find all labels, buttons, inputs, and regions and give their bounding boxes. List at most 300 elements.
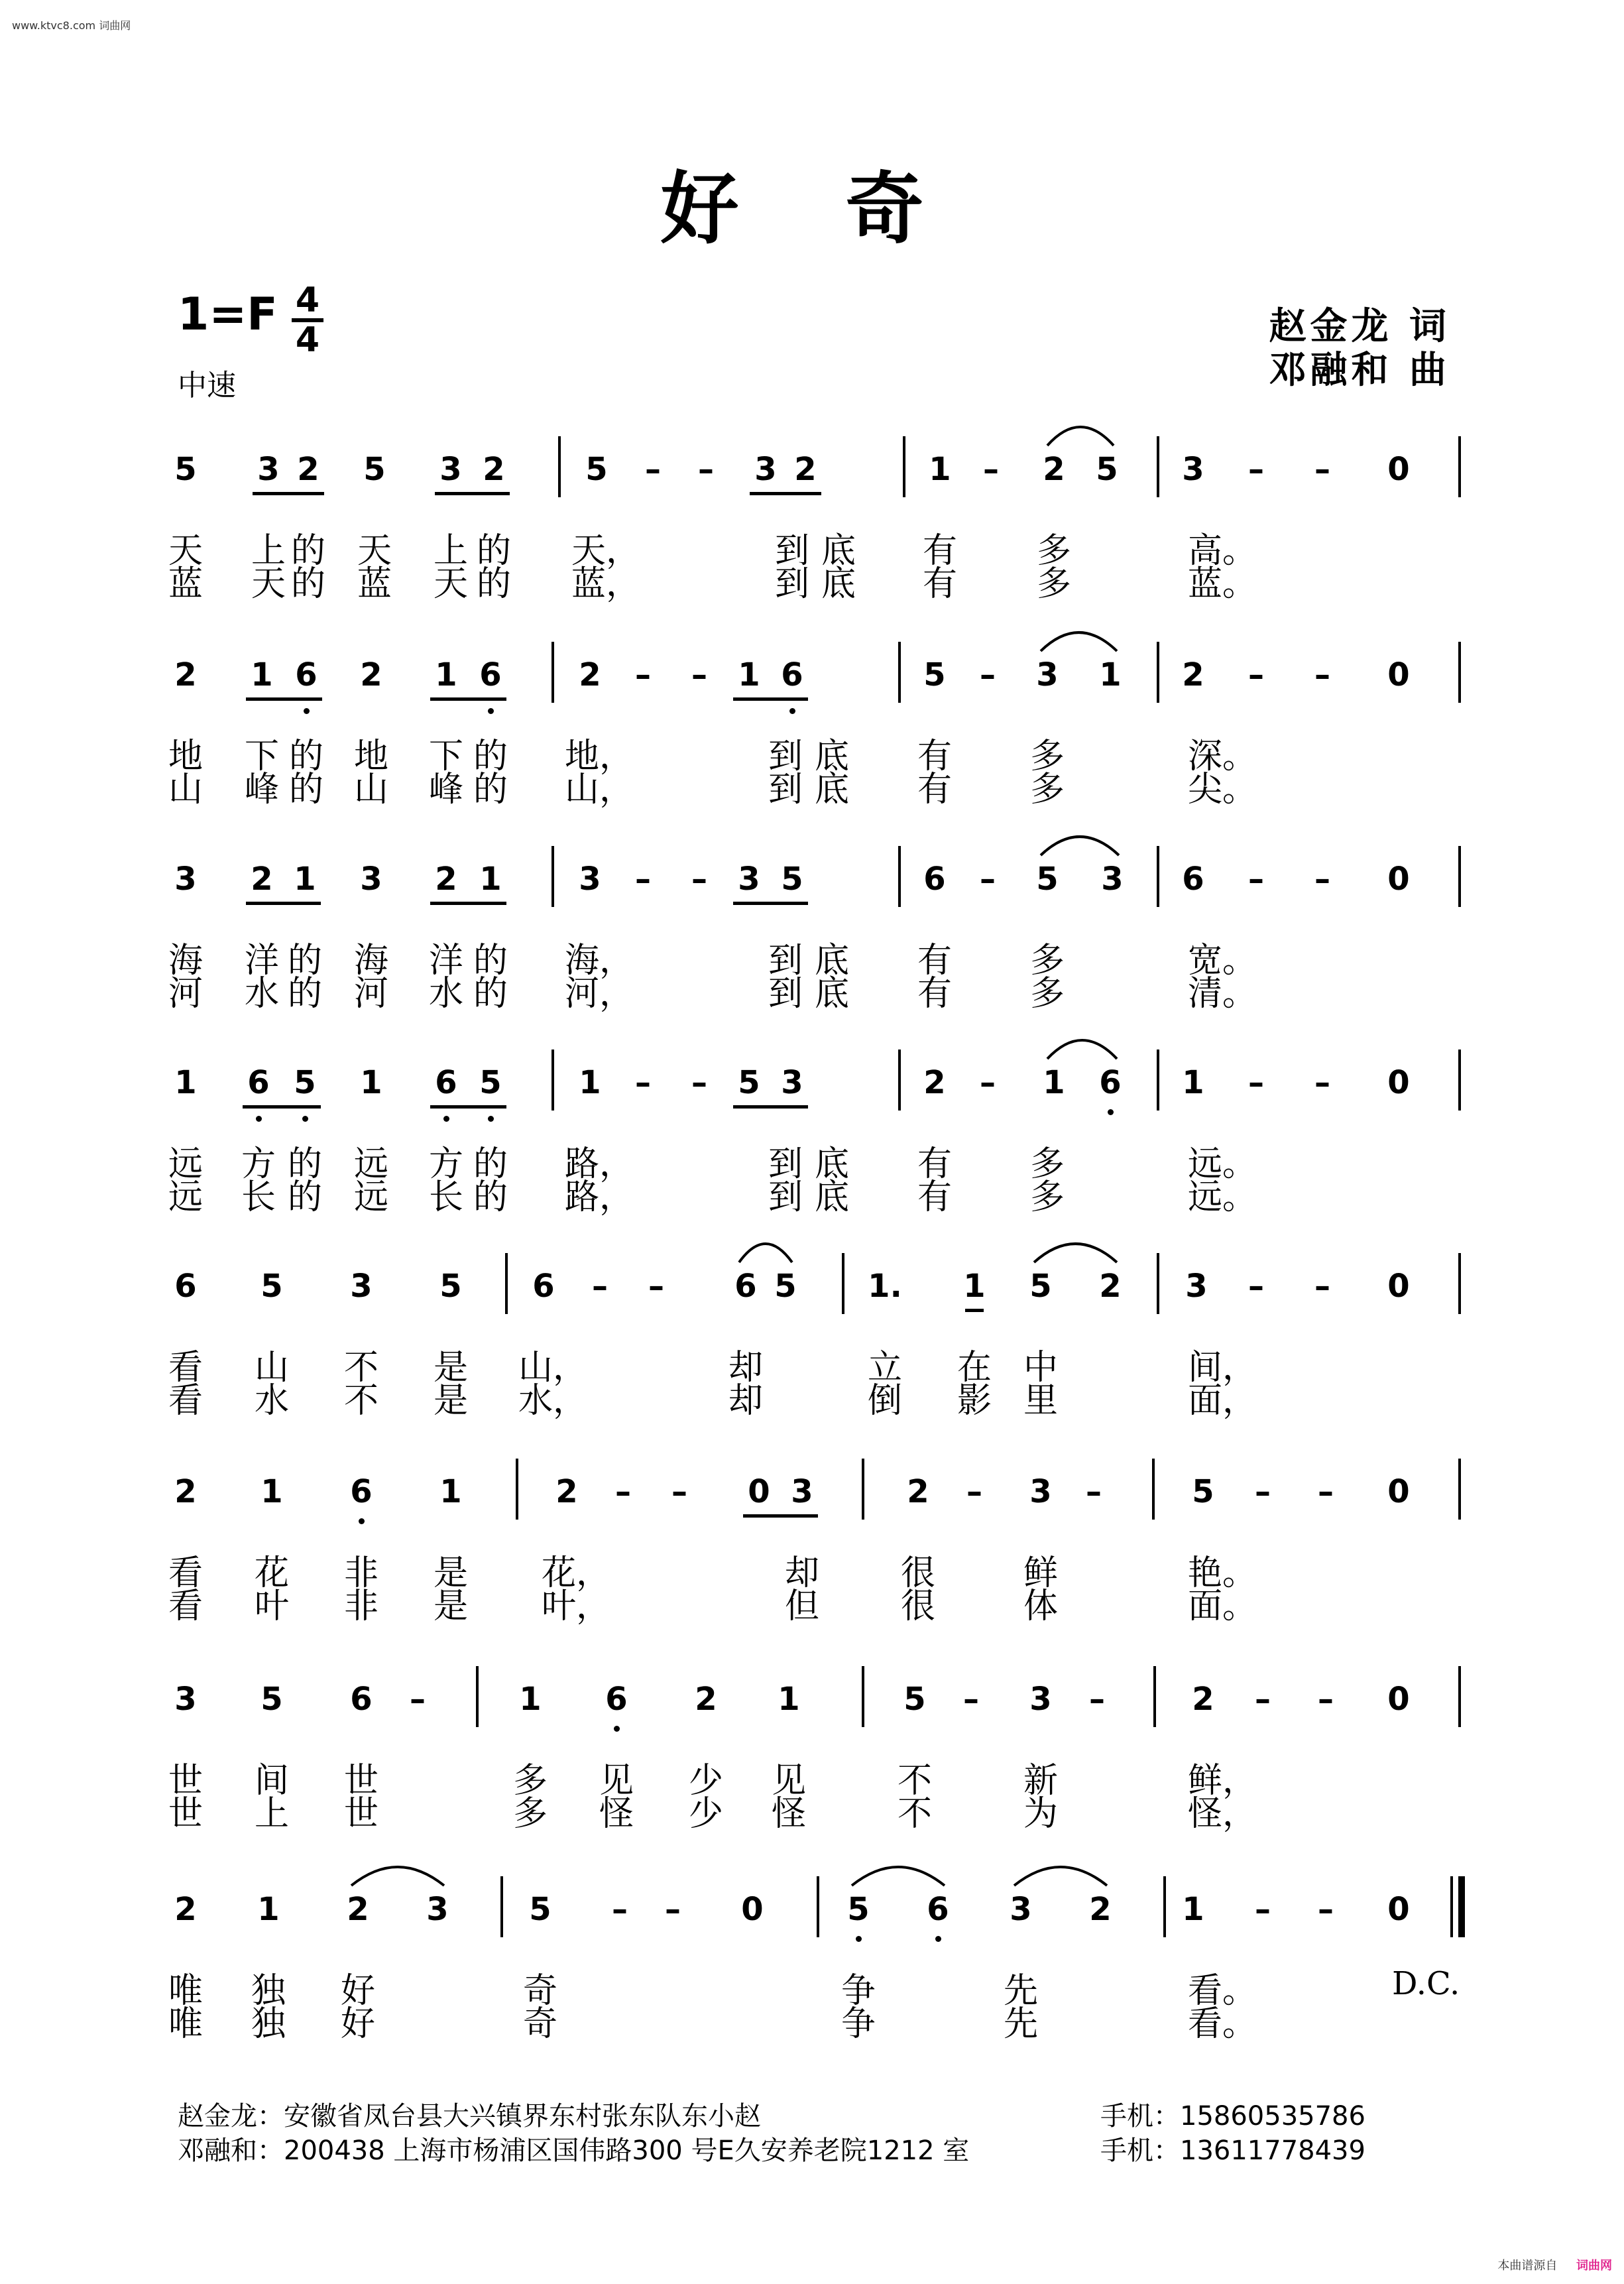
- da-capo-marking: D.C.: [1392, 1965, 1460, 2002]
- lyric-verse2: 底: [814, 974, 850, 1014]
- lyric-verse2: 水: [428, 974, 464, 1014]
- note-dash: –: [1255, 1891, 1271, 1928]
- lyric-verse1: 深。: [1187, 737, 1257, 776]
- note: 3: [1182, 451, 1204, 488]
- note-dash: –: [980, 861, 996, 898]
- note: 1.: [868, 1268, 902, 1305]
- lyric-verse1: 是: [433, 1553, 469, 1593]
- lyric-verse2: 不: [343, 1381, 379, 1421]
- note-dash: –: [1314, 1064, 1330, 1101]
- note: 3: [174, 1681, 197, 1718]
- note: 0: [1387, 1268, 1410, 1305]
- lyric-verse2: 峰: [428, 770, 464, 810]
- lyric-verse2: 却: [728, 1381, 764, 1421]
- note-dash: –: [1314, 1268, 1330, 1305]
- lyric-verse2: 里: [1023, 1381, 1059, 1421]
- note: 3: [360, 861, 382, 898]
- note: 0: [741, 1891, 764, 1928]
- lyric-verse1: 新: [1023, 1761, 1059, 1801]
- lyric-verse2: 长: [241, 1177, 276, 1217]
- lyric-verse1: 多: [512, 1761, 548, 1801]
- lyric-verse1: 到: [768, 737, 803, 776]
- lyric-verse2: 底: [821, 564, 856, 604]
- note: 3: [1101, 861, 1124, 898]
- composer-credit: 邓融和 曲: [1269, 348, 1450, 392]
- lyric-verse1: 天，: [571, 531, 641, 571]
- note: 2: [923, 1064, 946, 1101]
- note: 6: [927, 1891, 949, 1928]
- lyric-verse2: 有: [922, 564, 958, 604]
- lyric-verse1: 花，: [541, 1553, 611, 1593]
- lyric-verse1: 多: [1029, 941, 1065, 981]
- note: 2: [360, 656, 382, 693]
- note: 2: [794, 451, 817, 488]
- site-watermark: www.ktvc8.com 词曲网: [12, 19, 131, 32]
- note: 2: [174, 1473, 197, 1510]
- footer-composer-address: 邓融和：200438 上海市杨浦区国伟路300 号E久安养老院1212 室: [178, 2135, 970, 2166]
- note-dash: –: [635, 1064, 651, 1101]
- note: 5: [585, 451, 608, 488]
- note: 5: [1029, 1268, 1052, 1305]
- lyric-verse2: 远: [168, 1177, 203, 1217]
- lyric-verse2: 叶: [254, 1587, 290, 1626]
- lyric-verse1: 路，: [564, 1144, 634, 1184]
- lyric-verse1: 山，: [518, 1348, 588, 1388]
- note-dash: –: [966, 1473, 982, 1510]
- brand-right: 词曲网: [1576, 2259, 1612, 2273]
- slur: [1014, 1867, 1107, 1886]
- lyric-verse2: 有: [917, 1177, 953, 1217]
- note: 0: [1387, 1473, 1410, 1510]
- note: 1: [738, 656, 760, 693]
- note: 0: [748, 1473, 770, 1510]
- lyric-verse1: 在: [957, 1348, 992, 1388]
- song-title: 好 奇: [660, 162, 964, 255]
- lyric-verse2: 怪，: [1187, 1794, 1257, 1834]
- lyric-verse1: 争: [841, 1971, 876, 2011]
- lyric-verse2: 面。: [1187, 1587, 1257, 1626]
- lyric-verse2: 山，: [564, 770, 634, 810]
- lyric-verse2: 面，: [1187, 1381, 1257, 1421]
- lyric-verse1: 海，: [564, 941, 634, 981]
- lyric-verse2: 好: [340, 2004, 376, 2044]
- lyric-verse2: 底: [814, 1177, 850, 1217]
- lyric-verse2: 河，: [564, 974, 634, 1014]
- lyric-verse2: 水，: [518, 1381, 588, 1421]
- note: 3: [791, 1473, 813, 1510]
- lyric-verse1: 到: [768, 941, 803, 981]
- lyric-verse1: 世: [343, 1761, 379, 1801]
- note: 5: [738, 1064, 760, 1101]
- lyric-verse1: 世: [168, 1761, 203, 1801]
- lyric-verse2: 的: [473, 770, 508, 810]
- lyric-verse2: 看。: [1187, 2004, 1257, 2044]
- lyric-verse2: 河: [353, 974, 389, 1014]
- lyric-verse1: 宽。: [1187, 941, 1257, 981]
- note: 2: [555, 1473, 578, 1510]
- note-dash: –: [691, 861, 707, 898]
- note-dash: –: [1318, 1891, 1334, 1928]
- lyric-verse1: 底: [814, 737, 850, 776]
- lyric-verse1: 很: [900, 1553, 936, 1593]
- lyric-verse2: 很: [900, 1587, 936, 1626]
- lyric-verse1: 底: [814, 1144, 850, 1184]
- footer-composer-phone: 手机：13611778439: [1100, 2135, 1365, 2166]
- lyric-verse1: 下: [428, 737, 464, 776]
- note: 2: [1192, 1681, 1214, 1718]
- lyric-verse2: 看: [168, 1381, 203, 1421]
- lyric-verse1: 下: [244, 737, 280, 776]
- lyric-verse1: 的: [287, 941, 323, 981]
- note: 2: [1099, 1268, 1122, 1305]
- note: 6: [350, 1681, 373, 1718]
- lyric-verse1: 洋: [244, 941, 280, 981]
- lyric-verse2: 到: [768, 1177, 803, 1217]
- note: 2: [907, 1473, 929, 1510]
- note: 2: [1043, 451, 1065, 488]
- note: 0: [1387, 1681, 1410, 1718]
- lyric-verse2: 路，: [564, 1177, 634, 1217]
- note-dash: –: [1314, 656, 1330, 693]
- lyric-verse1: 到: [768, 1144, 803, 1184]
- lyric-verse2: 的: [476, 564, 512, 604]
- lyric-verse1: 高。: [1187, 531, 1257, 571]
- lyric-verse2: 到: [768, 770, 803, 810]
- note: 3: [174, 861, 197, 898]
- lyric-verse2: 争: [841, 2004, 876, 2044]
- note-dash: –: [635, 656, 651, 693]
- lyric-verse1: 洋: [428, 941, 464, 981]
- note: 3: [257, 451, 280, 488]
- lyric-verse1: 到: [774, 531, 810, 571]
- lyric-verse1: 不: [343, 1348, 379, 1388]
- lyric-verse1: 方: [428, 1144, 464, 1184]
- note-dash: –: [1248, 1064, 1264, 1101]
- note: 5: [261, 1268, 283, 1305]
- lyric-verse2: 独: [251, 2004, 286, 2044]
- note-dash: –: [698, 451, 714, 488]
- lyric-verse1: 少: [688, 1761, 724, 1801]
- note: 1: [1182, 1064, 1204, 1101]
- lyric-verse2: 多: [1029, 770, 1065, 810]
- note: 6: [435, 1064, 457, 1101]
- lyric-verse2: 清。: [1187, 974, 1257, 1014]
- lyric-verse1: 多: [1029, 1144, 1065, 1184]
- note-dash: –: [615, 1473, 631, 1510]
- note: 3: [1185, 1268, 1208, 1305]
- note-dash: –: [635, 861, 651, 898]
- lyric-verse2: 蓝，: [571, 564, 641, 604]
- note-dash: –: [1318, 1681, 1334, 1718]
- slur: [1041, 837, 1119, 855]
- lyric-verse1: 有: [917, 1144, 953, 1184]
- lyric-verse2: 的: [288, 770, 324, 810]
- note-dash: –: [612, 1891, 628, 1928]
- note: 1: [261, 1473, 283, 1510]
- note: 3: [439, 451, 462, 488]
- note: 3: [350, 1268, 373, 1305]
- note-dash: –: [592, 1268, 608, 1305]
- lyric-verse2: 长: [428, 1177, 464, 1217]
- lyric-verse2: 上: [254, 1794, 290, 1834]
- lyric-verse1: 上: [251, 531, 286, 571]
- lyric-verse1: 山: [254, 1348, 290, 1388]
- note: 1: [929, 451, 951, 488]
- note: 3: [754, 451, 777, 488]
- note: 2: [435, 861, 457, 898]
- lyric-verse1: 底: [821, 531, 856, 571]
- note: 1: [963, 1268, 986, 1305]
- note: 2: [174, 1891, 197, 1928]
- note: 6: [479, 656, 502, 693]
- lyric-verse2: 体: [1023, 1587, 1059, 1626]
- note: 3: [579, 861, 601, 898]
- lyric-verse1: 的: [473, 1144, 508, 1184]
- lyric-verse1: 多: [1036, 531, 1072, 571]
- lyric-verse1: 的: [473, 737, 508, 776]
- note: 6: [1182, 861, 1204, 898]
- lyric-verse1: 地，: [564, 737, 634, 776]
- slur: [852, 1867, 945, 1886]
- note: 1: [1099, 656, 1122, 693]
- note: 5: [1096, 451, 1118, 488]
- brand-left: 本曲谱源自: [1497, 2259, 1558, 2273]
- note-dash: –: [1255, 1473, 1271, 1510]
- note: 2: [483, 451, 505, 488]
- lyric-verse2: 远: [353, 1177, 389, 1217]
- note-dash: –: [1248, 861, 1264, 898]
- note: 5: [1192, 1473, 1214, 1510]
- lyric-verse2: 到: [774, 564, 810, 604]
- lyric-verse2: 先: [1003, 2004, 1039, 2044]
- note: 5: [174, 451, 197, 488]
- lyric-verse1: 的: [288, 737, 324, 776]
- lyric-verse2: 多: [1036, 564, 1072, 604]
- note-dash: –: [1314, 451, 1330, 488]
- lyric-verse2: 多: [1029, 1177, 1065, 1217]
- note: 2: [1182, 656, 1204, 693]
- note: 1: [519, 1681, 542, 1718]
- note: 0: [1387, 451, 1410, 488]
- note: 0: [1387, 656, 1410, 693]
- lyric-verse2: 的: [473, 1177, 508, 1217]
- note: 2: [174, 656, 197, 693]
- note: 5: [923, 656, 946, 693]
- lyric-verse1: 天: [168, 531, 203, 571]
- lyric-verse1: 地: [168, 737, 203, 776]
- slur: [1034, 1244, 1117, 1262]
- lyric-verse2: 的: [290, 564, 326, 604]
- lyric-verse2: 为: [1023, 1794, 1059, 1834]
- lyric-verse2: 蓝: [357, 564, 392, 604]
- slur: [1041, 632, 1117, 651]
- lyric-verse1: 见: [599, 1761, 634, 1801]
- note: 5: [294, 1064, 316, 1101]
- lyric-verse1: 多: [1029, 737, 1065, 776]
- note: 1: [579, 1064, 601, 1101]
- lyric-verse2: 多: [1029, 974, 1065, 1014]
- lyric-verse2: 天: [433, 564, 469, 604]
- note-dash: –: [1248, 656, 1264, 693]
- note: 6: [174, 1268, 197, 1305]
- lyric-verse1: 独: [251, 1971, 286, 2011]
- note: 2: [251, 861, 273, 898]
- note: 5: [774, 1268, 797, 1305]
- lyric-verse1: 先: [1003, 1971, 1039, 2011]
- note-dash: –: [1089, 1681, 1105, 1718]
- note: 2: [1089, 1891, 1112, 1928]
- lyric-verse2: 蓝: [168, 564, 203, 604]
- note: 2: [297, 451, 319, 488]
- lyric-verse2: 尖。: [1187, 770, 1257, 810]
- note: 5: [847, 1891, 870, 1928]
- lyric-verse2: 远。: [1187, 1177, 1257, 1217]
- lyric-verse1: 唯: [168, 1971, 203, 2011]
- note: 2: [579, 656, 601, 693]
- note: 3: [1029, 1473, 1052, 1510]
- note: 2: [695, 1681, 717, 1718]
- note: 5: [261, 1681, 283, 1718]
- note: 1: [1043, 1064, 1065, 1101]
- note: 1: [251, 656, 273, 693]
- lyric-verse1: 奇: [522, 1971, 558, 2011]
- lyric-verse1: 是: [433, 1348, 469, 1388]
- lyric-verse2: 唯: [168, 2004, 203, 2044]
- lyric-verse1: 中: [1023, 1348, 1059, 1388]
- note: 3: [781, 1064, 803, 1101]
- note: 3: [738, 861, 760, 898]
- note: 3: [1036, 656, 1059, 693]
- note: 5: [1036, 861, 1059, 898]
- lyric-verse2: 非: [343, 1587, 379, 1626]
- lyric-verse1: 的: [476, 531, 512, 571]
- note: 5: [439, 1268, 462, 1305]
- note: 1: [294, 861, 316, 898]
- lyric-verse1: 间: [254, 1761, 290, 1801]
- note-dash: –: [665, 1891, 681, 1928]
- note: 0: [1387, 1064, 1410, 1101]
- lyric-verse1: 远: [353, 1144, 389, 1184]
- footer-lyricist-address: 赵金龙：安徽省凤台县大兴镇界东村张东队东小赵: [178, 2101, 761, 2132]
- note-dash: –: [980, 1064, 996, 1101]
- lyric-verse2: 山: [168, 770, 203, 810]
- slur: [1047, 1040, 1117, 1059]
- note-dash: –: [1318, 1473, 1334, 1510]
- lyric-verse1: 鲜，: [1187, 1761, 1257, 1801]
- lyric-verse2: 不: [897, 1794, 933, 1834]
- lyric-verse2: 水: [244, 974, 280, 1014]
- note-dash: –: [1255, 1681, 1271, 1718]
- lyric-verse1: 地: [353, 737, 389, 776]
- lyric-verse1: 远: [168, 1144, 203, 1184]
- lyric-verse2: 但: [784, 1587, 820, 1626]
- lyric-verse2: 世: [168, 1794, 203, 1834]
- note: 6: [781, 656, 803, 693]
- lyric-verse2: 河: [168, 974, 203, 1014]
- note: 1: [479, 861, 502, 898]
- slur: [739, 1244, 792, 1262]
- lyric-verse2: 有: [917, 770, 953, 810]
- note: 2: [347, 1891, 369, 1928]
- note: 6: [605, 1681, 628, 1718]
- lyric-verse1: 鲜: [1023, 1553, 1059, 1593]
- lyric-verse2: 到: [768, 974, 803, 1014]
- lyric-verse1: 的: [290, 531, 326, 571]
- note-dash: –: [1314, 861, 1330, 898]
- note-dash: –: [1086, 1473, 1102, 1510]
- note: 0: [1387, 861, 1410, 898]
- note-dash: –: [410, 1681, 426, 1718]
- note: 6: [1099, 1064, 1122, 1101]
- note: 3: [426, 1891, 449, 1928]
- note-dash: –: [648, 1268, 664, 1305]
- lyric-verse2: 世: [343, 1794, 379, 1834]
- note: 5: [903, 1681, 926, 1718]
- note: 1: [435, 656, 457, 693]
- lyric-verse2: 怪: [599, 1794, 634, 1834]
- slur: [351, 1867, 444, 1886]
- note: 1: [439, 1473, 462, 1510]
- note: 1: [1182, 1891, 1204, 1928]
- lyric-verse2: 是: [433, 1381, 469, 1421]
- lyric-verse2: 叶，: [541, 1587, 611, 1626]
- lyric-verse1: 有: [917, 941, 953, 981]
- lyric-verse2: 少: [688, 1794, 724, 1834]
- note-dash: –: [963, 1681, 979, 1718]
- lyric-verse2: 水: [254, 1381, 290, 1421]
- note-dash: –: [980, 656, 996, 693]
- lyric-verse1: 艳。: [1187, 1553, 1257, 1593]
- note: 5: [479, 1064, 502, 1101]
- key-signature: 1=F: [178, 288, 278, 341]
- note: 5: [529, 1891, 551, 1928]
- lyric-verse2: 蓝。: [1187, 564, 1257, 604]
- lyric-verse1: 的: [287, 1144, 323, 1184]
- lyric-verse2: 是: [433, 1587, 469, 1626]
- lyric-verse1: 不: [897, 1761, 933, 1801]
- lyric-verse2: 有: [917, 974, 953, 1014]
- lyric-verse2: 多: [512, 1794, 548, 1834]
- lyric-verse1: 海: [168, 941, 203, 981]
- note-dash: –: [645, 451, 661, 488]
- lyric-verse1: 非: [343, 1553, 379, 1593]
- meter-bottom: 4: [295, 320, 320, 360]
- note: 6: [532, 1268, 555, 1305]
- lyric-verse2: 奇: [522, 2004, 558, 2044]
- footer-lyricist-phone: 手机：15860535786: [1100, 2101, 1365, 2132]
- lyric-verse1: 有: [917, 737, 953, 776]
- lyric-verse1: 见: [771, 1761, 807, 1801]
- lyric-verse2: 底: [814, 770, 850, 810]
- lyric-verse1: 好: [340, 1971, 376, 2011]
- lyric-verse1: 间，: [1187, 1348, 1257, 1388]
- lyric-verse1: 海: [353, 941, 389, 981]
- lyric-verse2: 影: [957, 1381, 992, 1421]
- lyric-verse2: 的: [287, 974, 323, 1014]
- lyric-verse2: 怪: [771, 1794, 807, 1834]
- lyric-verse1: 立: [867, 1348, 903, 1388]
- lyric-verse2: 的: [287, 1177, 323, 1217]
- lyric-verse1: 底: [814, 941, 850, 981]
- lyric-verse1: 的: [473, 941, 508, 981]
- note: 6: [247, 1064, 270, 1101]
- slur: [1047, 427, 1114, 446]
- lyricist-credit: 赵金龙 词: [1269, 304, 1450, 348]
- note-dash: –: [983, 451, 999, 488]
- note: 5: [781, 861, 803, 898]
- lyric-verse1: 却: [728, 1348, 764, 1388]
- note-dash: –: [1248, 1268, 1264, 1305]
